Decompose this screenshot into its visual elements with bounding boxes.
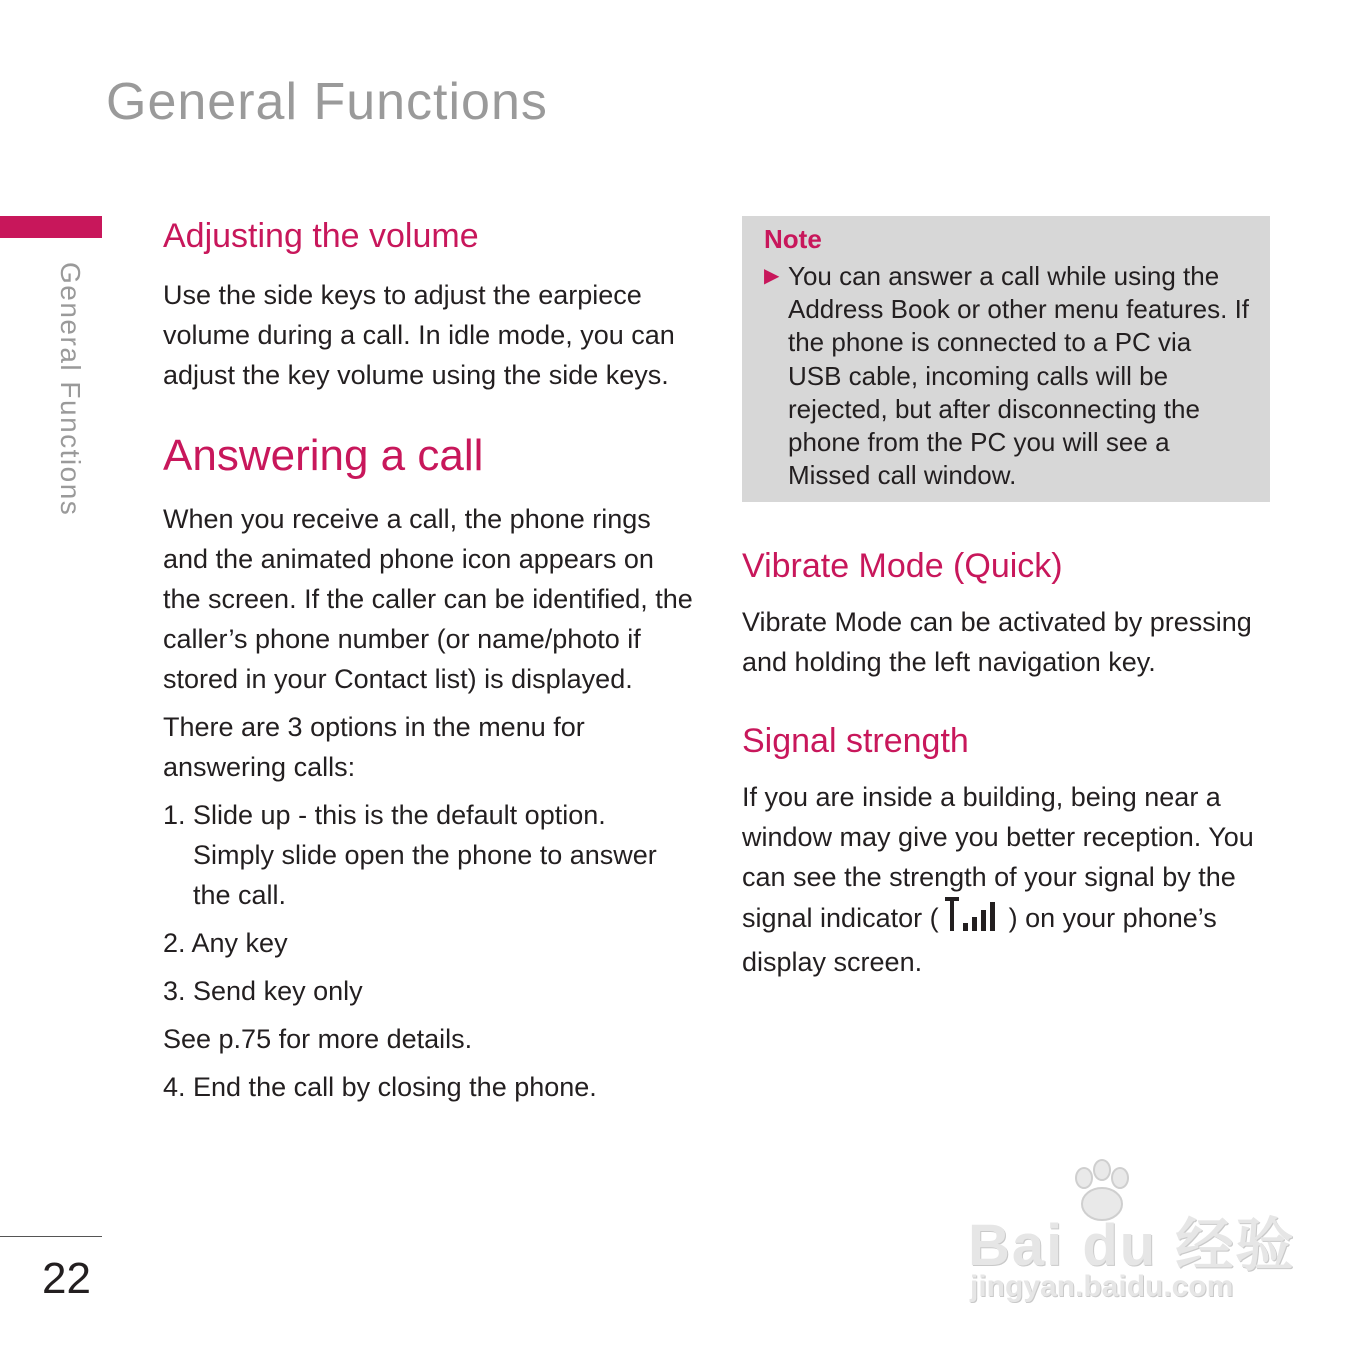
- page-title: General Functions: [106, 73, 548, 131]
- note-item: [764, 260, 1250, 492]
- note-title: Note: [764, 224, 822, 254]
- volume-heading: Adjusting the volume: [163, 217, 479, 255]
- answer-option-3: 3. Send key only: [163, 976, 363, 1006]
- signal-strength-icon: [945, 897, 1003, 942]
- right-column: [742, 216, 1270, 982]
- side-accent-bar: [0, 216, 102, 238]
- watermark-brand: Bai du 经验: [968, 1213, 1296, 1278]
- answer-step-4: 4. End the call by closing the phone.: [163, 1072, 597, 1102]
- answer-option-1-text: Slide up - this is the default option. Simply slide open the phone to answer the call.: [193, 800, 657, 910]
- answering-heading: Answering a call: [163, 431, 484, 480]
- side-tab-label: General Functions: [55, 262, 86, 517]
- note-bullet-icon: ▶: [764, 265, 780, 287]
- vibrate-body: Vibrate Mode can be activated by pressing and holding the left navigation key.: [742, 607, 1252, 678]
- signal-body: [742, 777, 1270, 982]
- note-box: [742, 216, 1270, 502]
- answering-intro: When you receive a call, the phone rings and the animated phone icon appears on the screen. If the caller can be identified, the caller’s phone number (or name/photo if stored in your Contact list) is displayed.: [163, 504, 693, 694]
- footer-rule: [0, 1236, 102, 1237]
- volume-body: Use the side keys to adjust the earpiece volume during a call. In idle mode, you can adjust the key volume using the side keys.: [163, 280, 675, 390]
- signal-body-before: If you are inside a building, being near a window may give you better reception. You can see the strength of your signal by the signal indicator (: [742, 782, 1254, 934]
- signal-heading: Signal strength: [742, 722, 969, 761]
- answering-options-intro: There are 3 options in the menu for answering calls:: [163, 712, 585, 782]
- vibrate-heading: Vibrate Mode (Quick): [742, 547, 1063, 586]
- see-more-details: See p.75 for more details.: [163, 1024, 473, 1054]
- answer-option-1: [163, 795, 693, 915]
- page-number: 22: [42, 1254, 91, 1303]
- baidu-watermark: [962, 1158, 1296, 1308]
- signal-body-after: ) on your phone’s display screen.: [742, 903, 1217, 978]
- left-column: [163, 212, 693, 1107]
- note-text: You can answer a call while using the Address Book or other menu features. If the phone is connected to a PC via USB cable, incoming calls will be rejected, but after disconnecting the phone from the PC you will see a Missed call window.: [788, 261, 1250, 491]
- answer-option-1-number: 1.: [163, 800, 186, 830]
- answer-option-2: 2. Any key: [163, 928, 288, 958]
- watermark-url: jingyan.baidu.com: [970, 1270, 1234, 1303]
